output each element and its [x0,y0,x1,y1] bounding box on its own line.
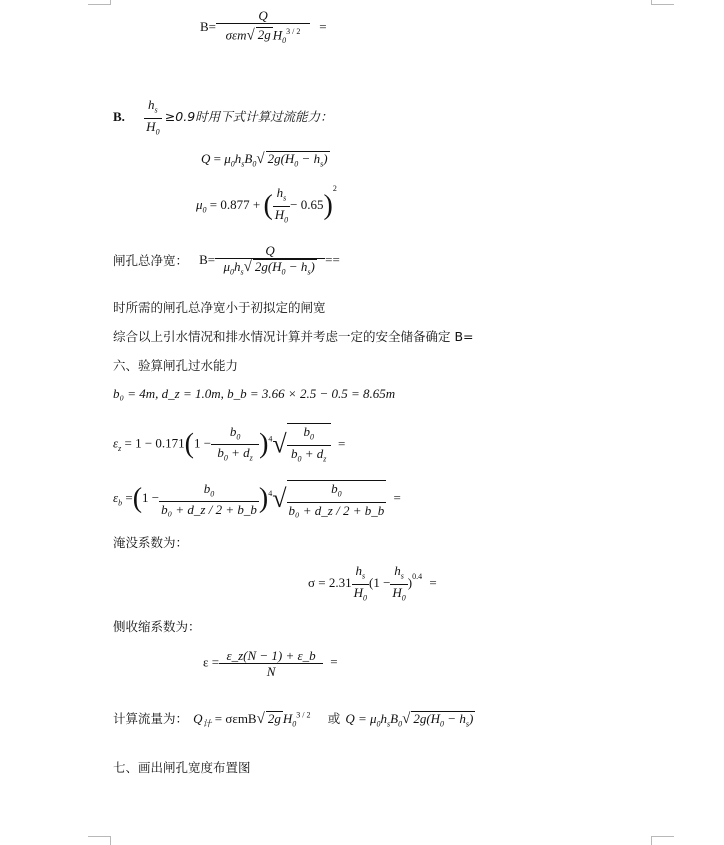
equation-b0: b₀ = 4m, d_z = 1.0m, b_b = 3.66 × 2.5 − 0.5 = 8.65m [113,386,396,401]
eq-mu-lhs-sub: 0 [202,205,207,215]
cond-den-sub: 0 [155,127,160,137]
section-b-condition [113,97,333,139]
eps-z-den-sub: 0 [223,453,228,463]
eq-mu-const: = 0.877 + [209,197,261,212]
eq-q-equals: = [213,151,221,166]
eps-z-rhs: = [337,435,346,451]
eps-z-den-plus: + d [227,445,250,461]
eps-b-fraction [159,481,259,518]
flow-eq: = σεmB [214,711,257,726]
eq-q-b: B [244,151,253,166]
eq-mu-num: h [276,184,284,200]
flow-alt-sqrt-body: 2g(H [413,711,441,726]
eps-z-root-num: b [303,424,310,439]
submergence-label: 淹没系数为： [113,535,189,550]
flow-alt-sqrt-tail-sub: s [465,719,469,729]
note-line-1: 时所需的闸孔总净宽小于初拟定的闸宽 [113,300,326,315]
eq-q-sqrt-close: ) [323,151,328,166]
fraction-numerator: Q [216,8,310,24]
eq-q-mu: μ [224,151,231,166]
fraction-den-coef: σεm [225,27,247,43]
eq-mu-lhs: μ [196,197,203,212]
left-paren-icon: ( [263,190,273,222]
eps-b-root-fraction [287,480,387,518]
eps-b-root-num-sub: 0 [337,489,342,499]
page-corner-mark [651,0,652,5]
total-width-num: Q [215,243,325,259]
eps-b-root-den: b₀ + d_z / 2 + b_b [288,502,385,518]
flow-alt-sqrt-sub: 0 [440,719,445,729]
side-contraction-label: 侧收缩系数为： [113,619,201,634]
flow-q: Q [193,711,203,726]
eq-mu-den-sub: 0 [284,215,289,225]
eps-z-root-index: 4 [268,434,273,444]
eq-q-h-sub: s [241,159,245,169]
sigma-den2: H [392,584,402,600]
sigma-den: H [353,584,363,600]
right-paren-icon: ) [323,190,333,222]
eps-z-root-den-plus: + d [301,445,324,461]
eps-z-lhs: ε [113,435,119,451]
eq-mu-exp: 2 [332,184,337,193]
sigma-den2-sub: 0 [401,593,406,603]
page-corner-mark [110,836,111,845]
flow-alt-hs: s [387,719,391,729]
cond-num: h [148,97,155,112]
eq-q-h: h [234,151,242,166]
eps-z-fraction [211,424,259,466]
eq-q-mu-sub: 0 [230,159,235,169]
page-corner-mark [652,4,674,5]
cond-den: H [146,118,156,134]
eq-mu-minus: − 0.65 [290,197,324,212]
sigma-mid: (1 − [368,575,391,591]
flow-sqrt: 2g [267,711,281,726]
formula-rhs: = [319,18,327,34]
flow-alt-b: B [390,711,399,726]
eps-b-rhs: = [393,489,401,505]
total-width-line [113,243,340,280]
flow-h-sub: 0 [292,719,297,729]
sigma-den-sub: 0 [362,593,367,603]
flow-alt-h: h [380,711,388,726]
sigma-lhs: σ = 2.31 [308,575,352,591]
formula-lhs: B= [200,18,217,34]
flow-alt-close: ) [468,711,474,726]
cond-num-sub: s [154,105,158,115]
eps-b-num: b [203,480,211,496]
sigma-close: ) [407,575,413,591]
eq-q-b-sub: 0 [252,159,257,169]
flow-alt-sqrt-tail: − h [444,711,466,726]
eps-z-eq: = 1 − 0.171 [124,435,185,451]
total-width-rhs: == [325,252,340,268]
flow-calc-line: 计算流量为： $Q_计 = \sigma\varepsilon mB√$ 2g $H_0^{3 / 2}$ 或 $Q = \mu_0h_sB_0√$ $2g(H_0 - h_s)$ [113,710,474,730]
eps-b-den: b₀ + d_z / 2 + b_b [161,502,257,518]
eps-z-one: 1 − [194,435,212,451]
flow-q-sub: 计 [202,719,212,730]
fraction-den-sub: 0 [282,35,287,45]
sigma-num-sub: s [361,571,366,581]
equation-eps-b: $\varepsilon_b =(1$ − $\frac{b_0}{\text{b₀ + d\_z / 2 + b\_b}}$ )$^4$√ $\frac{b_0}{\text{b₀ + d\_z / 2 + b\_b}}$ = [113,480,401,518]
equation-eps-z: $\varepsilon_z = 1 - 0.171(1$ − $\frac{b_0}{b_0 + d_z}$ )$^4$√ $\frac{b_0}{b_0 + d_z}$ = [113,423,345,466]
eps-z-root-den-plus-sub: z [323,454,327,464]
page-corner-mark [652,836,674,837]
section-heading-7: 七、画出闸孔宽度布置图 [113,760,251,775]
fraction-den-exp: 3 / 2 [286,27,301,36]
eq-q-sqrt-tail-sub: s [320,159,324,169]
formula-b-width [200,8,327,48]
eps-b-lhs: ε [113,489,119,505]
fraction-den-H: H [272,27,283,43]
page-corner-mark [88,4,110,5]
sigma-fraction-2 [390,563,407,605]
eps-total-lhs: ε = [203,654,220,670]
right-paren-icon: ) [258,482,269,514]
eps-z-root-den-sub: 0 [297,454,302,464]
total-width-fraction: $\frac{Q}{\mu_0h_s√ 2g(H_0 - h_s)}$ [215,243,325,280]
eps-z-root-fraction [287,423,331,466]
sigma-num2-sub: s [400,571,404,581]
eps-z-lhs-sub: z [118,444,122,454]
left-paren-icon: ( [132,482,143,514]
total-width-den-h-sub: s [240,267,244,277]
flow-alt-b0: 0 [398,719,403,729]
page-corner-mark [88,836,110,837]
right-paren-icon: ) [259,428,269,460]
sigma-exp: 0.4 [412,572,423,582]
total-width-den-mu-sub: 0 [229,267,234,277]
eq-mu-den: H [274,206,285,222]
sigma-rhs: = [429,575,437,591]
formula-fraction: $\frac{Q}{\sigma\varepsilon m√ 2g H_0^{3 / 2}}$ [216,8,310,48]
flow-alt-sub0: 0 [376,719,381,729]
total-width-sqrt-close: ) [310,259,315,274]
sigma-fraction-1 [352,563,369,605]
flow-calc-label: 计算流量为： [113,711,189,726]
eq-q-sqrt-body: 2g(H [267,151,295,166]
eps-z-den: b [217,445,224,461]
note-line-2: 综合以上引水情况和排水情况计算并考虑一定的安全储备确定 B= [113,329,474,344]
page-corner-mark [110,0,111,5]
left-paren-icon: ( [184,428,194,460]
total-width-den-mu: μ [223,259,230,274]
eq-q-lhs: Q [201,151,211,166]
eps-z-root-den: b [291,445,298,461]
total-width-sqrt-sub: 0 [281,267,286,277]
total-width-sqrt-tail-sub: s [307,267,311,277]
total-width-sqrt-tail: − h [285,259,308,274]
eq-mu-num-sub: s [283,193,287,203]
total-width-lhs: B= [199,252,216,268]
eps-b-num-sub: 0 [210,489,215,499]
equation-eps-total [203,648,338,679]
equation-q: $Q = \mu_0h_sB_0√$ $2g(H_0 - h_s)$ [201,151,330,172]
eq-q-sqrt-tail: − h [298,151,321,166]
eps-total-den: N [266,664,276,679]
total-width-den-h: h [233,259,241,274]
condition-fraction [144,97,161,139]
eps-z-num-sub: 0 [236,432,241,442]
eps-z-den-plus-sub: z [249,453,253,463]
eps-total-rhs: = [330,654,338,670]
sigma-num2: h [394,563,401,578]
equation-sigma [308,563,437,605]
flow-or: 或 [327,711,341,726]
sigma-num: h [355,563,362,578]
flow-h-exp: 3 / 2 [296,710,311,720]
eps-total-num: ε_z(N − 1) + ε_b [219,648,323,664]
flow-alt-q: Q = μ [345,711,377,726]
eps-z-root-num-sub: 0 [309,432,314,442]
page-corner-mark [651,836,652,845]
flow-alt-sqrt [411,711,475,732]
eps-total-fraction [219,648,323,679]
condition-text: ≥0.9时用下式计算过流能力： [164,109,333,125]
fraction-den-sqrt: 2g [257,27,271,43]
eps-b-one: 1 − [142,489,160,505]
total-width-sqrt [253,259,317,280]
eps-b-root-num: b [331,481,338,496]
equation-mu [196,184,337,227]
eq-q-sqrt [266,151,330,172]
total-width-sqrt-body: 2g(H [254,259,282,274]
eps-b-lhs-sub: b [118,498,123,508]
flow-h: H [282,711,293,726]
section-b-label: B. [113,109,125,125]
eps-b-eq: = [125,489,133,505]
eps-b-root-index: 4 [268,488,273,498]
eq-q-sqrt-sub: 0 [294,159,299,169]
eq-mu-fraction [273,185,290,227]
total-width-label: 闸孔总净宽： [113,252,189,268]
section-heading-6: 六、验算闸孔过水能力 [113,358,239,373]
eps-z-num: b [229,423,237,439]
